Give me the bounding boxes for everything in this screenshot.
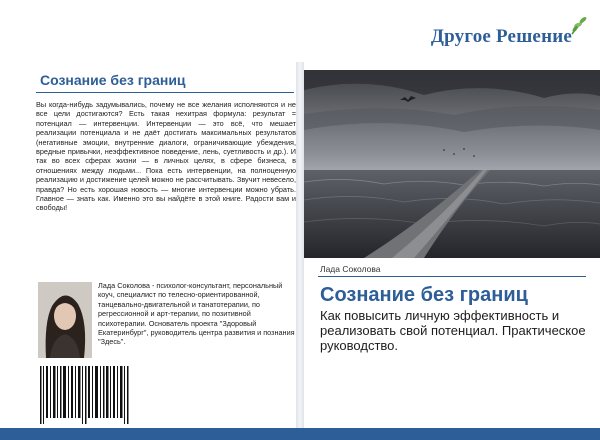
front-cover bbox=[304, 62, 600, 440]
front-title-divider bbox=[318, 276, 586, 277]
publisher-name: Другое Решение bbox=[430, 26, 572, 47]
leaves-icon bbox=[568, 14, 590, 36]
back-cover-title: Сознание без границ bbox=[40, 72, 186, 88]
author-bio: Лада Соколова - психолог-консультант, персональный коуч, специалист по телесно-ориентированной, танцевально-двигательной и танатотерапии, по регрессионной и арт-терапии, по позитивной психотерапии. Основатель проекта "Здоровый Екатеринбург", руководитель центра развития и познания "Здесь". bbox=[98, 281, 295, 347]
cover-photo-sea-path bbox=[304, 70, 600, 258]
front-cover-title: Сознание без границ bbox=[320, 284, 528, 306]
author-photo bbox=[38, 282, 92, 358]
book-description: Вы когда-нибудь задумывались, почему не все желания исполняются и не все цели достигаются? Есть такая нехитрая формула: результат = потенциал — интервенции. Интервенции — это всё, что мешает реализации потенциала и не даёт достигать максимальных результатов (негативные эмоции, внутренние диалоги, ограничивающие убеждения, вредные привычки, неэффективное поведение, лень, суетливость и др.). И так во всех сферах жизни — в личных целях, в сфере бизнеса, в отношениях между людьми... Пока есть интервенции, на полноценную реализацию и достижение целей можно не рассчитывать. Звучит невесело, правда? Но есть хорошая новость — многие интервенции можно убрать. Главное — знать как. Именно это вы найдёте в этой книге. Радости вам и свободы! bbox=[36, 100, 296, 213]
front-cover-subtitle: Как повысить личную эффективность и реализовать свой потенциал. Практическое руководство. bbox=[320, 308, 586, 353]
front-author-name: Лада Соколова bbox=[320, 264, 381, 274]
publisher-logo bbox=[431, 26, 572, 48]
back-cover bbox=[24, 62, 296, 440]
bottom-color-band bbox=[0, 428, 600, 440]
book-spine bbox=[296, 62, 304, 440]
publisher-header bbox=[0, 0, 600, 62]
back-title-divider bbox=[36, 92, 294, 93]
barcode bbox=[36, 364, 132, 426]
